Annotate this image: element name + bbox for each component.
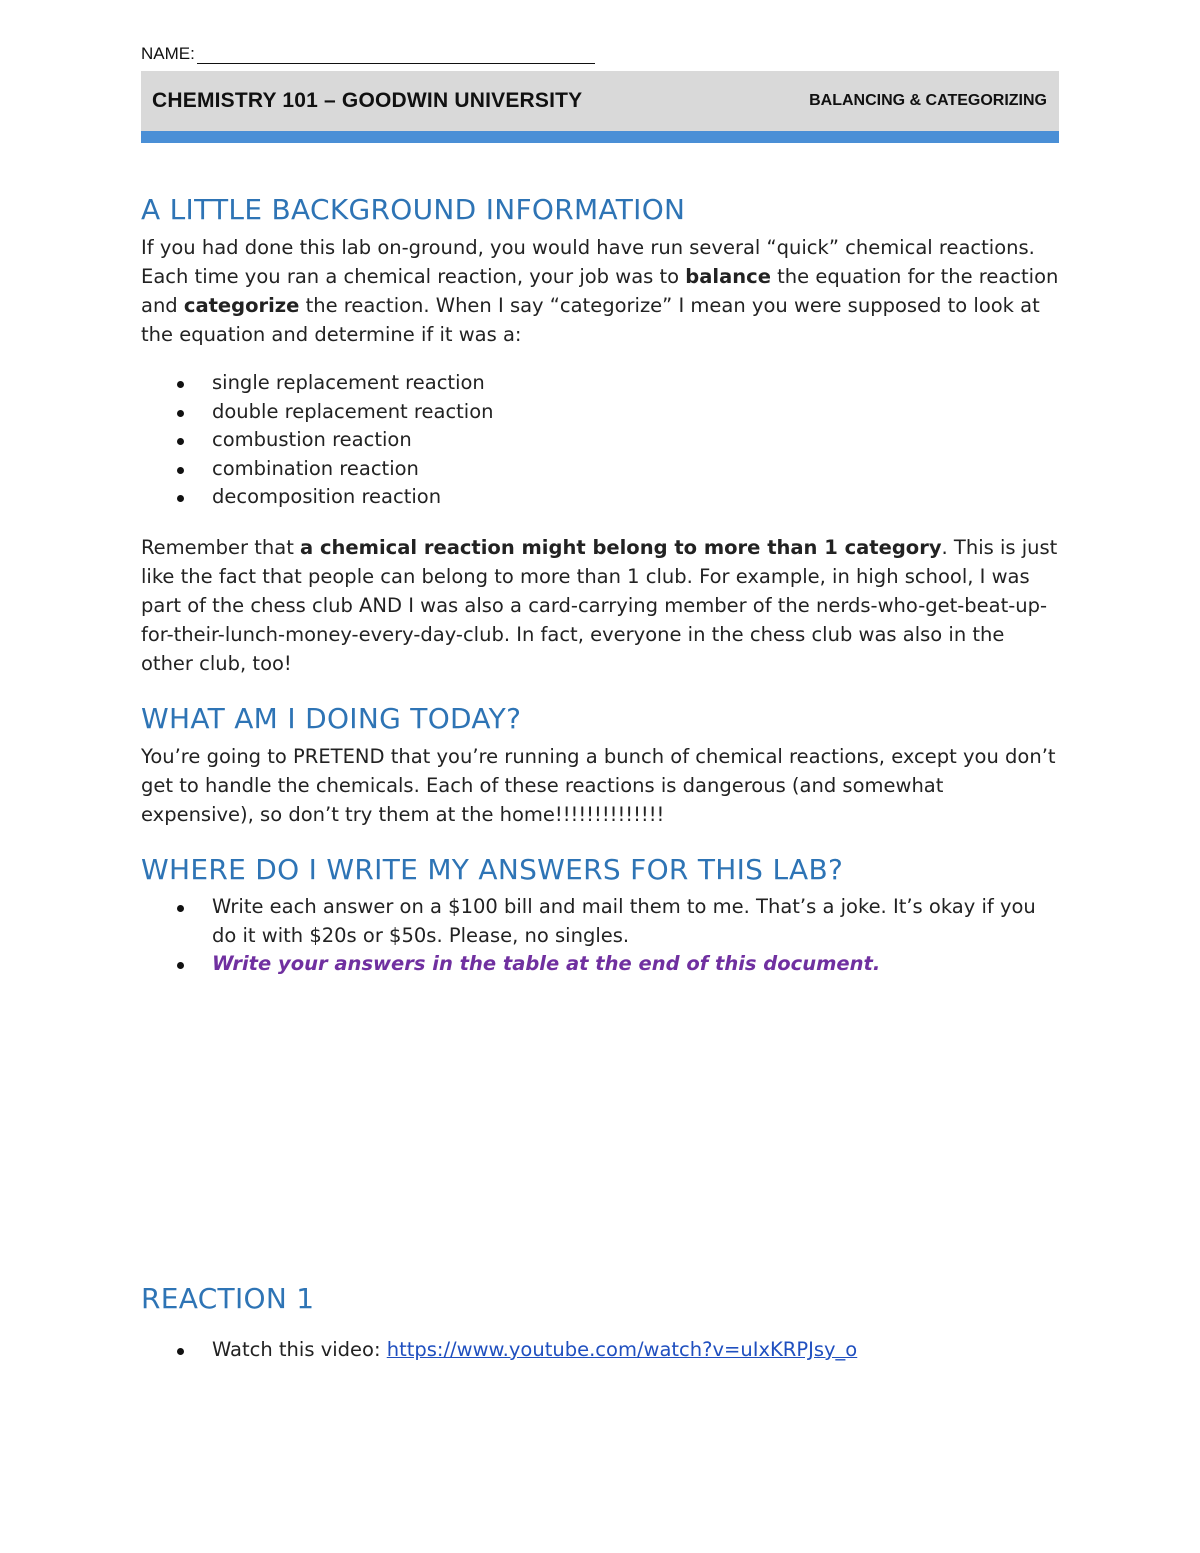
- list-item: [141, 455, 1059, 484]
- header-accent-bar: [141, 131, 1059, 143]
- category-emphasis: a chemical reaction might belong to more than 1 category: [300, 536, 942, 559]
- answers-instruction: Write your answers in the table at the end of this document.: [212, 952, 881, 975]
- lab-topic: BALANCING & CATEGORIZING: [809, 92, 1047, 109]
- bullet-icon: [177, 905, 184, 912]
- reaction-category-list: [141, 369, 1059, 512]
- list-item-text: Write each answer on a $100 bill and mail them to me. That’s a joke. It’s okay if you do it with $20s or $50s. Please, no singles.: [212, 895, 1036, 947]
- list-item-text: double replacement reaction: [212, 399, 494, 423]
- list-item-text: combustion reaction: [212, 428, 412, 451]
- background-text-3: the reaction. When I say “categorize” I mean you were supposed to look at the equation and determine if it was a:: [141, 294, 1040, 346]
- list-item: [141, 483, 1059, 512]
- list-item: [141, 398, 1059, 427]
- name-field[interactable]: [141, 44, 595, 64]
- today-paragraph: You’re going to PRETEND that you’re running a bunch of chemical reactions, except you don’t get to handle the chemicals. Each of these reactions is dangerous (and somewhat expensive), so don’t try them at the home!!!!!!!!!!!!!!: [141, 745, 1056, 826]
- list-item-text: combination reaction: [212, 456, 419, 480]
- category-text-2: . This is just like the fact that people can belong to more than 1 club. For example, in high school, I was part of the chess club AND I was also a card-carrying member of the nerds-who-get-beat-up-for-their-lunch-money-every-day-club. In fact, everyone in the chess club was also in the other club, too!: [141, 536, 1058, 675]
- bullet-icon: [177, 1348, 184, 1355]
- section-heading-today: WHAT AM I DOING TODAY?: [141, 702, 522, 735]
- list-item: [141, 893, 1059, 950]
- course-title: CHEMISTRY 101 – GOODWIN UNIVERSITY: [152, 89, 583, 112]
- bullet-icon: [177, 467, 184, 474]
- list-item-text: decomposition reaction: [212, 485, 442, 508]
- category-paragraph: [141, 533, 1059, 678]
- balance-keyword: balance: [685, 265, 771, 288]
- document-header: [141, 71, 1059, 131]
- section-heading-background: A LITTLE BACKGROUND INFORMATION: [141, 193, 686, 226]
- bullet-icon: [177, 381, 184, 388]
- video-link[interactable]: https://www.youtube.com/watch?v=uIxKRPJsy_o: [386, 1338, 858, 1361]
- section-heading-reaction-1: REACTION 1: [141, 1282, 315, 1315]
- bullet-icon: [177, 495, 184, 502]
- bullet-icon: [177, 438, 184, 445]
- list-item: [141, 426, 1059, 455]
- answers-list: [141, 893, 1059, 979]
- reaction-1-list: [141, 1336, 1059, 1365]
- bullet-icon: [177, 962, 184, 969]
- background-text-1: If you had done this lab on-ground, you would have run several “quick” chemical reactions. Each time you ran a chemical reaction, your job was to: [141, 236, 1035, 288]
- name-blank-line[interactable]: [197, 45, 595, 64]
- list-item: [141, 369, 1059, 398]
- list-item-text: single replacement reaction: [212, 371, 485, 394]
- bullet-icon: [177, 410, 184, 417]
- category-text-1: Remember that: [141, 536, 301, 559]
- categorize-keyword: categorize: [183, 294, 300, 317]
- watch-label: Watch this video:: [212, 1338, 387, 1361]
- list-item: [141, 950, 1059, 979]
- background-paragraph: [141, 233, 1059, 349]
- list-item: [141, 1336, 1059, 1365]
- background-text-2: the equation for the reaction and: [141, 265, 1059, 317]
- section-heading-answers: WHERE DO I WRITE MY ANSWERS FOR THIS LAB?: [141, 853, 844, 886]
- name-label: NAME:: [141, 44, 195, 63]
